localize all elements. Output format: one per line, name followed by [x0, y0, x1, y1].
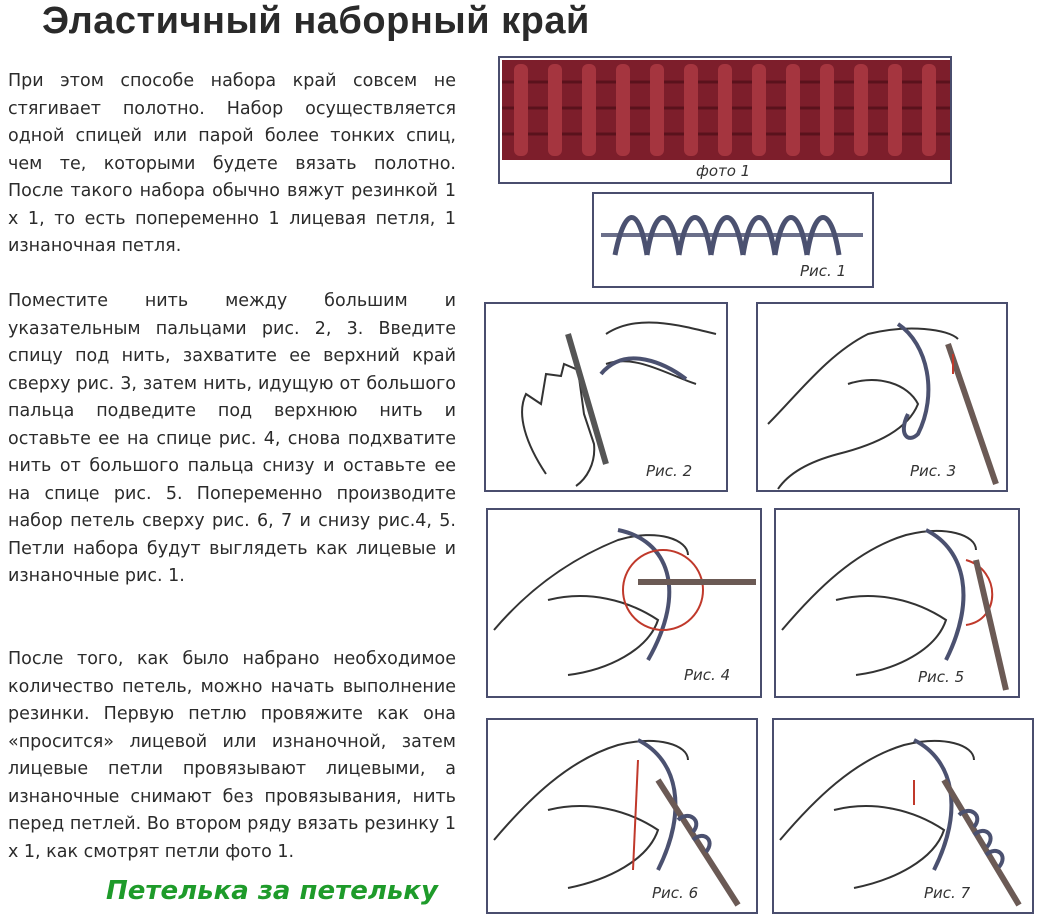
hand-with-needle-fig6	[488, 720, 756, 912]
figure-3-frame	[756, 302, 1008, 492]
intro-paragraph: При этом способе набора край совсем не стягивает полотно. Набор осуществляется одной спицей или парой более тонких спиц, чем те, которыми будете вязать полотно. После такого набора обычно вяжут резинкой 1 х 1, то есть попеременно 1 лицевая петля, 1 изнаночная петля.	[8, 71, 456, 256]
figure-6-frame	[486, 718, 758, 914]
figure-6-caption: Рис. 6	[652, 884, 699, 902]
figure-2-caption: Рис. 2	[646, 462, 693, 480]
hand-with-needle-fig7	[774, 720, 1032, 912]
hand-with-needle-fig3	[758, 304, 1006, 490]
figure-4-frame	[486, 508, 762, 698]
figure-3-caption: Рис. 3	[910, 462, 957, 480]
figure-7-frame	[772, 718, 1034, 914]
photo-1-frame	[498, 56, 952, 184]
figure-7-caption: Рис. 7	[924, 884, 971, 902]
figure-5-frame	[774, 508, 1020, 698]
photo-1-caption: фото 1	[696, 162, 751, 180]
figure-1-frame	[592, 192, 874, 288]
figure-5-caption: Рис. 5	[918, 668, 965, 686]
figure-1-caption: Рис. 1	[800, 262, 847, 280]
ribbing-paragraph: После того, как было набрано необходимое количество петель, можно начать выполнение резинки. Первую петлю провяжите как она «просится» лицевой или изнаночной, затем лицевые петли провязывают лицевыми, а изнаночные снимают без провязывания, нить перед петлей. Во втором ряду вязать резинку 1 х 1, как смотрят петли фото 1.	[8, 649, 456, 862]
site-watermark: Петелька за петельку	[106, 876, 438, 906]
figure-2-frame	[484, 302, 728, 492]
page-title: Эластичный наборный край	[42, 0, 590, 42]
hand-with-needle-fig5	[776, 510, 1018, 696]
instructions-paragraph: Поместите нить между большим и указательным пальцами рис. 2, 3. Введите спицу под нить, захватите ее верхний край сверху рис. 3, затем нить, идущую от большого пальца подведите под верхнюю нить и оставьте ее на спице рис. 4, снова подхватите нить от большого пальца снизу и оставьте ее на спице рис. 5. Попеременно производите набор петель сверху рис. 6, 7 и снизу рис.4, 5. Петли набора будут выглядеть как лицевые и изнаночные рис. 1.	[8, 291, 456, 586]
knit-swatch-photo	[502, 60, 950, 160]
figure-4-caption: Рис. 4	[684, 666, 731, 684]
